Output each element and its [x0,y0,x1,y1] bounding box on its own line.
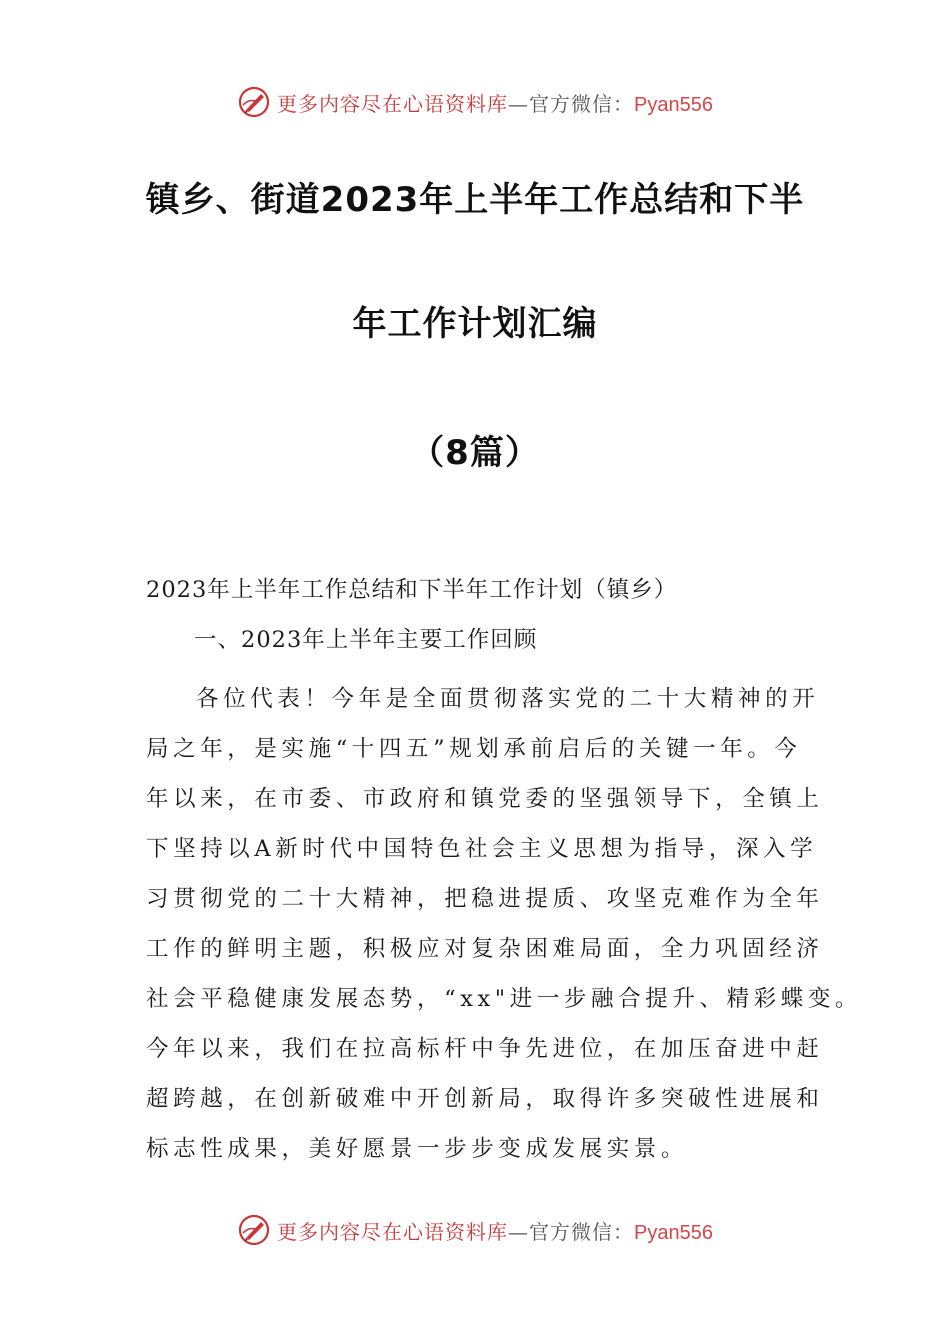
paragraph-line: 社会平稳健康发展态势，“xx"进一步融合提升、精彩蝶变。 [146,986,863,1012]
document-title-count: （8篇） [410,433,540,473]
paragraph-line: 工作的鲜明主题，积极应对复杂困难局面，全力巩固经济 [146,936,824,962]
document-title-line-2: 年工作计划汇编 [352,304,598,344]
footer-separator: — [508,1219,530,1244]
paragraph-line: 习贯彻党的二十大精神，把稳进提质、攻坚克难作为全年 [146,886,824,912]
header-site-text: 更多内容尽在心语资料库 [277,91,509,116]
footer-site-text: 更多内容尽在心语资料库 [277,1219,509,1244]
paragraph-line: 今年以来，我们在拉高标杆中争先进位，在加压奋进中赶 [146,1036,824,1062]
header-separator: — [508,91,530,116]
paragraph-line: 下坚持以A新时代中国特色社会主义思想为指导，深入学 [146,836,818,862]
header-watermark-text [277,88,713,117]
paragraph-line: 各位代表！今年是全面贯彻落实党的二十大精神的开 [196,686,820,712]
footer-watermark-text [277,1216,713,1245]
header-watermark-banner [0,80,950,124]
body-paragraph [146,674,863,1174]
document-subtitle: 2023年上半年工作总结和下半年工作计划（镇乡） [146,577,678,603]
paragraph-line: 年以来，在市委、市政府和镇党委的坚强领导下，全镇上 [146,786,824,812]
paragraph-line: 超跨越，在创新破难中开创新局，取得许多突破性进展和 [146,1086,824,1112]
pen-logo-icon [237,85,271,119]
paragraph-line: 标志性成果，美好愿景一步步变成发展实景。 [146,1136,689,1162]
section-heading: 一、2023年上半年主要工作回顾 [194,627,538,653]
footer-account-id: Pyan556 [634,1221,713,1244]
pen-logo-icon [237,1213,271,1247]
footer-watermark-banner [0,1208,950,1252]
header-account-id: Pyan556 [634,93,713,116]
paragraph-line: 局之年，是实施“十四五”规划承前启后的关键一年。今 [146,736,802,762]
document-title-line-1: 镇乡、街道2023年上半年工作总结和下半 [145,180,805,220]
footer-account-label: 官方微信： [529,1219,635,1244]
header-account-label: 官方微信： [529,91,635,116]
